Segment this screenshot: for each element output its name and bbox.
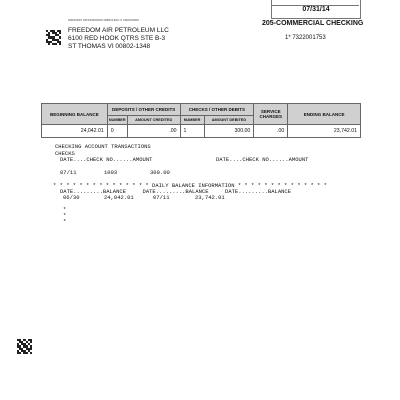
daily-balance-header: DATE.........BALANCE DATE.........BALANCE DATE.........BALANCE [60, 188, 292, 195]
value-ending-balance: 23,742.01 [288, 125, 361, 138]
account-number: 1* 7322001753 [285, 35, 326, 41]
mail-code: 00000915 MPSPR0I8OF40852160C 5 000000000 [68, 18, 140, 22]
header-service-charges: SERVICE CHARGES [254, 104, 288, 125]
daily-balance-2: 23,742.01 [195, 194, 225, 201]
daily-date-1: 06/30 [63, 194, 80, 201]
header-beginning-balance: BEGINNING BALANCE [42, 104, 108, 125]
transactions-subtitle: CHECKS [55, 150, 75, 157]
daily-balance-title: * * * * * * * * * * * * * * * DAILY BALANCE INFORMATION * * * * * * * * * * * * * * [53, 182, 327, 189]
header-checks-number: NUMBER [180, 116, 204, 125]
balance-summary-table [41, 103, 361, 138]
daily-balance-1: 24,042.01 [104, 194, 134, 201]
value-beginning-balance: 24,042.01 [42, 125, 108, 138]
header-deposits-number: NUMBER [107, 116, 127, 125]
address-line-1: 6100 RED HOOK QTRS STE B-3 [68, 35, 166, 42]
header-ending-balance: ENDING BALANCE [288, 104, 361, 125]
address-line-2: ST THOMAS VI 00802-1348 [68, 43, 151, 50]
qr-code-icon [46, 30, 61, 45]
value-checks-amount: 300.00 [204, 125, 254, 138]
checks-col-header-left: DATE....CHECK NO......AMOUNT [60, 156, 153, 163]
account-type: 205-COMMERCIAL CHECKING [262, 20, 364, 27]
customer-address [68, 27, 169, 51]
check-date: 07/11 [60, 169, 77, 176]
bottom-qr-code-icon [17, 339, 32, 354]
header-deposits: DEPOSITS / OTHER CREDITS [107, 104, 180, 116]
check-amount: 300.00 [150, 169, 170, 176]
check-number: 1003 [104, 169, 118, 176]
customer-name: FREEDOM AIR PETROLEUM LLC [68, 27, 169, 34]
statement-date: 07/31/14 [271, 0, 361, 19]
header-amount-debited: AMOUNT DEBITED [204, 116, 254, 125]
trailing-star: * [63, 206, 67, 213]
header-amount-credited: AMOUNT CREDITED [127, 116, 180, 125]
value-service-charges: .00 [254, 125, 288, 138]
value-deposits-amount: .00 [127, 125, 180, 138]
value-deposits-number: 0 [107, 125, 127, 138]
trailing-star: * [63, 218, 67, 225]
transactions-title: CHECKING ACCOUNT TRANSACTIONS [55, 143, 151, 150]
checks-col-header-right: DATE....CHECK NO......AMOUNT [216, 156, 309, 163]
header-checks: CHECKS / OTHER DEBITS [180, 104, 254, 116]
value-checks-number: 1 [180, 125, 204, 138]
daily-date-2: 07/11 [153, 194, 170, 201]
trailing-star: * [63, 212, 67, 219]
